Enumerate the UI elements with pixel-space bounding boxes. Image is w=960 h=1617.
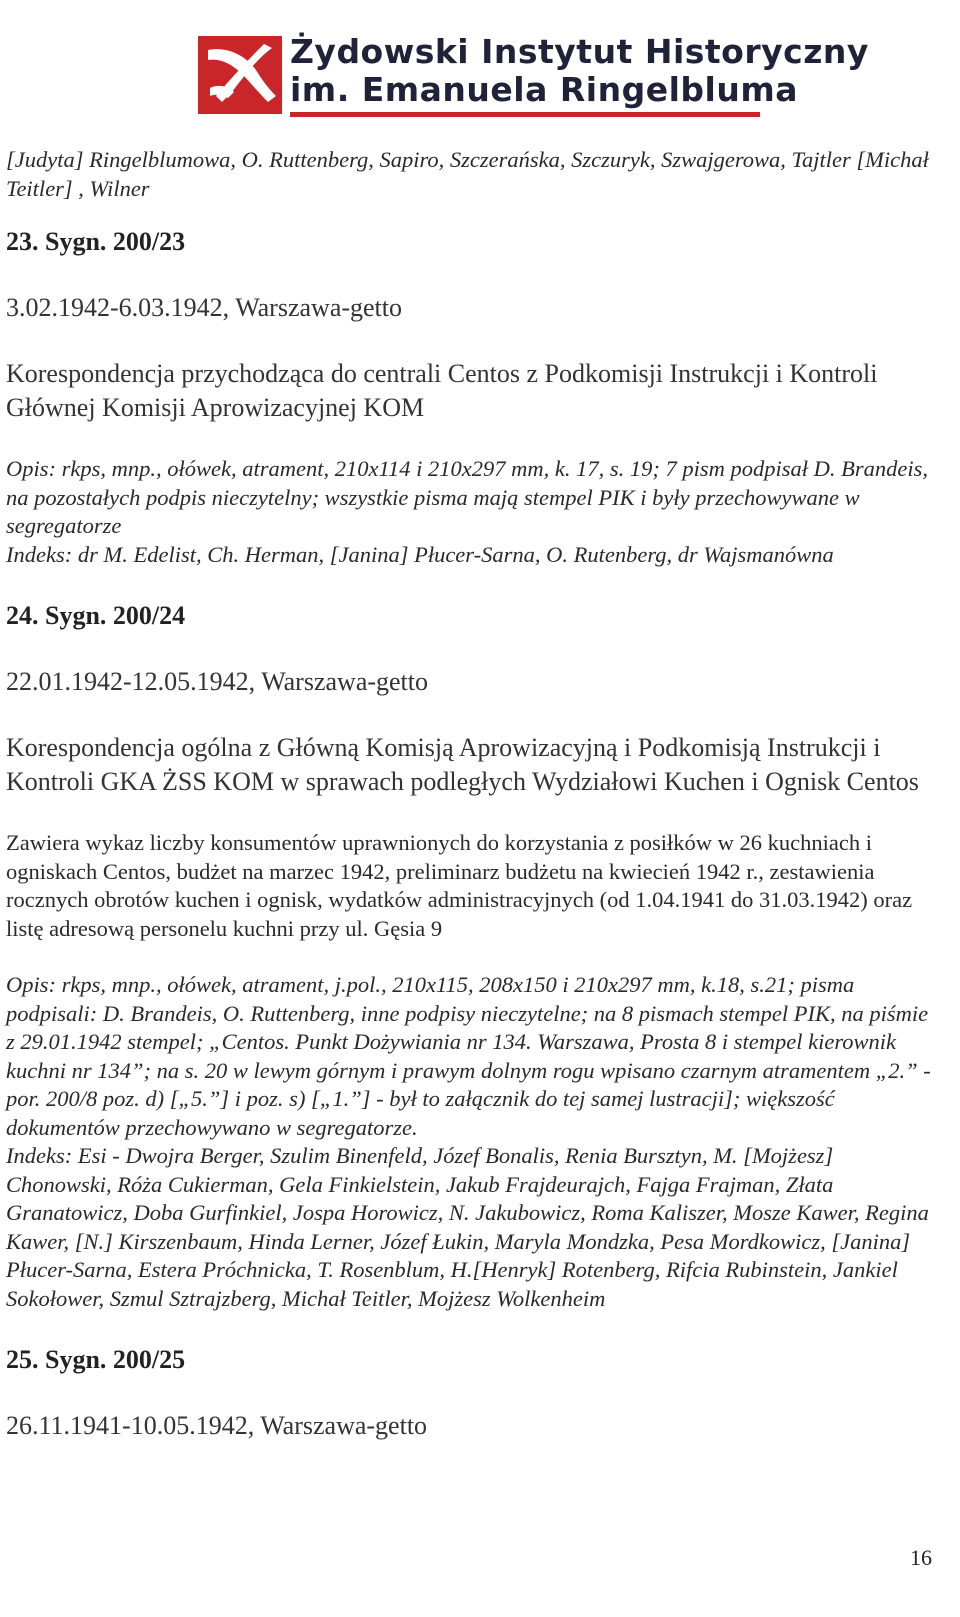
entry-24-signature: 24. Sygn. 200/24	[6, 601, 186, 630]
entry-23-title: Korespondencja przychodząca do centrali Centos z Podkomisji Instrukcji i Kontroli Głównej Komisji Aprowizacyjnej KOM	[6, 359, 878, 422]
entry-23-index: Indeks: dr M. Edelist, Ch. Herman, [Janina] Płucer-Sarna, O. Rutenberg, dr Wajsmanówna	[6, 541, 834, 567]
previous-entry-index-tail: [Judyta] Ringelblumowa, O. Ruttenberg, Sapiro, Szczerańska, Szczuryk, Szwajgerowa, Tajtler [Michał Teitler] , Wilner	[6, 147, 929, 201]
entry-24-date: 22.01.1942-12.05.1942, Warszawa-getto	[6, 667, 429, 696]
entry-23-description: Opis: rkps, mnp., ołówek, atrament, 210x114 i 210x297 mm, k. 17, s. 19; 7 pism podpisał D. Brandeis, na pozostałych podpis nieczytelny; wszystkie pisma mają stempel PIK i były przechowywane w segregatorze	[6, 456, 929, 538]
entry-23-signature: 23. Sygn. 200/23	[6, 227, 186, 256]
logo-title-line2: im. Emanuela Ringelbluma	[290, 70, 798, 109]
entry-24-description: Opis: rkps, mnp., ołówek, atrament, j.pol., 210x115, 208x150 i 210x297 mm, k.18, s.21; pisma podpisali: D. Brandeis, O. Ruttenberg, inne podpisy nieczytelne; na 8 pismach stempel PIK, na piśmie z 29.01.1942 stempel; „Centos. Punkt Dożywiania nr 134. Warszawa, Prosta 8 i stempel kierownik kuchni nr 134”; na s. 20 w lewym górnym i prawym dolnym rogu wpisano czarnym atramentem „2.” - por. 200/8 poz. d) [„5.”] i poz. s) [„1.”] - był to załącznik do tej samej lustracji]; większość dokumentów przechowywano w segregatorze.	[6, 972, 931, 1140]
entry-24-title: Korespondencja ogólna z Główną Komisją Aprowizacyjną i Podkomisją Instrukcji i Kontroli GKA ŻSS KOM w sprawach podległych Wydziałowi Kuchen i Ognisk Centos	[6, 733, 919, 796]
entry-24-index: Indeks: Esi - Dwojra Berger, Szulim Binenfeld, Józef Bonalis, Renia Bursztyn, M. [Mojżesz] Chonowski, Róża Cukierman, Gela Finkielstein, Jakub Frajdeurajch, Fajga Frajman, Złata Granatowicz, Doba Gurfinkiel, Jospa Horowicz, N. Jakubowicz, Roma Kaliszer, Mosze Kawer, Regina Kawer, [N.] Kirszenbaum, Hinda Lerner, Józef Łukin, Maryla Mondzka, Pesa Mordkowicz, [Janina] Płucer-Sarna, Estera Próchnicka, T. Rosenblum, H.[Henryk] Rotenberg, Rifcia Rubinstein, Jankiel Sokołower, Szmul Sztrajzberg, Michał Teitler, Mojżesz Wolkenheim	[6, 1143, 929, 1311]
entry-23-date: 3.02.1942-6.03.1942, Warszawa-getto	[6, 293, 403, 322]
entry-24-contents: Zawiera wykaz liczby konsumentów uprawnionych do korzystania z posiłków w 26 kuchniach i ogniskach Centos, budżet na marzec 1942, preliminarz budżetu na kwiecień 1942 r., zestawienia rocznych obrotów kuchen i ognisk, wydatków administracyjnych (od 1.04.1941 do 31.03.1942) oraz listę adresową personelu kuchni przy ul. Gęsia 9	[6, 830, 913, 941]
logo-title-line1: Żydowski Instytut Historyczny	[290, 32, 869, 71]
entry-25-date: 26.11.1941-10.05.1942, Warszawa-getto	[6, 1411, 428, 1440]
logo-underline	[290, 112, 760, 117]
document-body	[6, 146, 936, 1443]
institute-logo	[198, 32, 869, 114]
page-number: 16	[910, 1545, 932, 1570]
entry-25-signature: 25. Sygn. 200/25	[6, 1345, 186, 1374]
logo-emblem-icon	[198, 36, 282, 114]
